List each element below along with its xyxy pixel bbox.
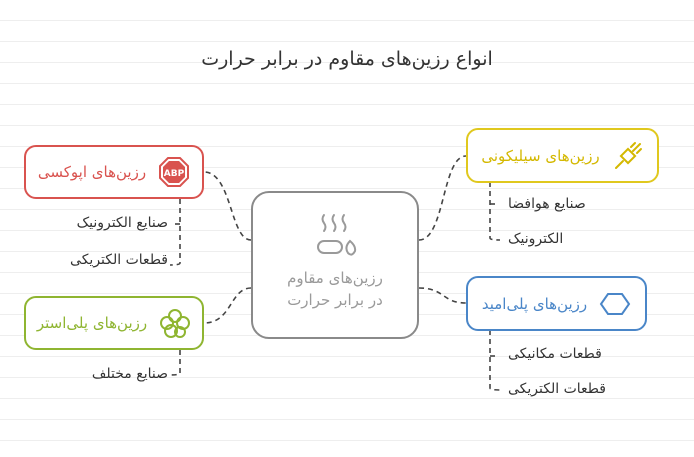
leaf-epoxy-electrical-parts: قطعات الکتریکی xyxy=(70,252,168,268)
polyimide-label: رزین‌های پلی‌امید xyxy=(481,294,588,313)
svg-text:ABP: ABP xyxy=(163,169,185,179)
center-node[interactable] xyxy=(251,191,419,339)
center-label-line1: رزین‌های مقاوم xyxy=(287,269,383,287)
leaf-epoxy-electronics: صنایع الکترونیک xyxy=(76,215,168,231)
leaf-connector-epoxy xyxy=(170,199,180,265)
leaf-silicone-electronics: الکترونیک xyxy=(508,231,564,247)
leaf-polyester-various-industries: صنایع مختلف xyxy=(91,366,168,382)
center-label-line2: در برابر حرارت xyxy=(287,291,383,309)
node-silicone-resins[interactable] xyxy=(466,128,659,183)
connector-silicone xyxy=(419,156,466,240)
leaf-silicone-aerospace: صنایع هوافضا xyxy=(508,196,586,212)
connector-polyimide xyxy=(419,288,466,303)
polyester-label: رزین‌های پلی‌استر xyxy=(36,314,148,332)
node-polyimide-resins[interactable] xyxy=(466,276,647,331)
heat-resistant-pot-icon xyxy=(312,211,358,261)
connector-polyester xyxy=(204,288,251,323)
silicone-label: رزین‌های سیلیکونی xyxy=(481,146,600,165)
leaf-connector-polyimide xyxy=(490,330,500,390)
diagram-title: انواع رزین‌های مقاوم در برابر حرارت xyxy=(201,48,493,70)
epoxy-label: رزین‌های اپوکسی xyxy=(37,163,147,181)
hexagon-icon xyxy=(599,288,631,320)
leaf-polyimide-electrical-parts: قطعات الکتریکی xyxy=(508,381,606,397)
node-epoxy-resins[interactable] xyxy=(24,145,204,199)
plug-icon xyxy=(612,140,644,172)
abp-stop-icon xyxy=(158,156,190,188)
node-polyester-resins[interactable] xyxy=(24,296,204,350)
leaf-polyimide-mechanical-parts: قطعات مکانیکی xyxy=(508,346,602,362)
bubbles-icon xyxy=(159,307,191,339)
leaf-connector-polyester xyxy=(170,350,180,375)
leaf-connector-silicone xyxy=(490,182,500,240)
connector-epoxy xyxy=(204,172,251,240)
